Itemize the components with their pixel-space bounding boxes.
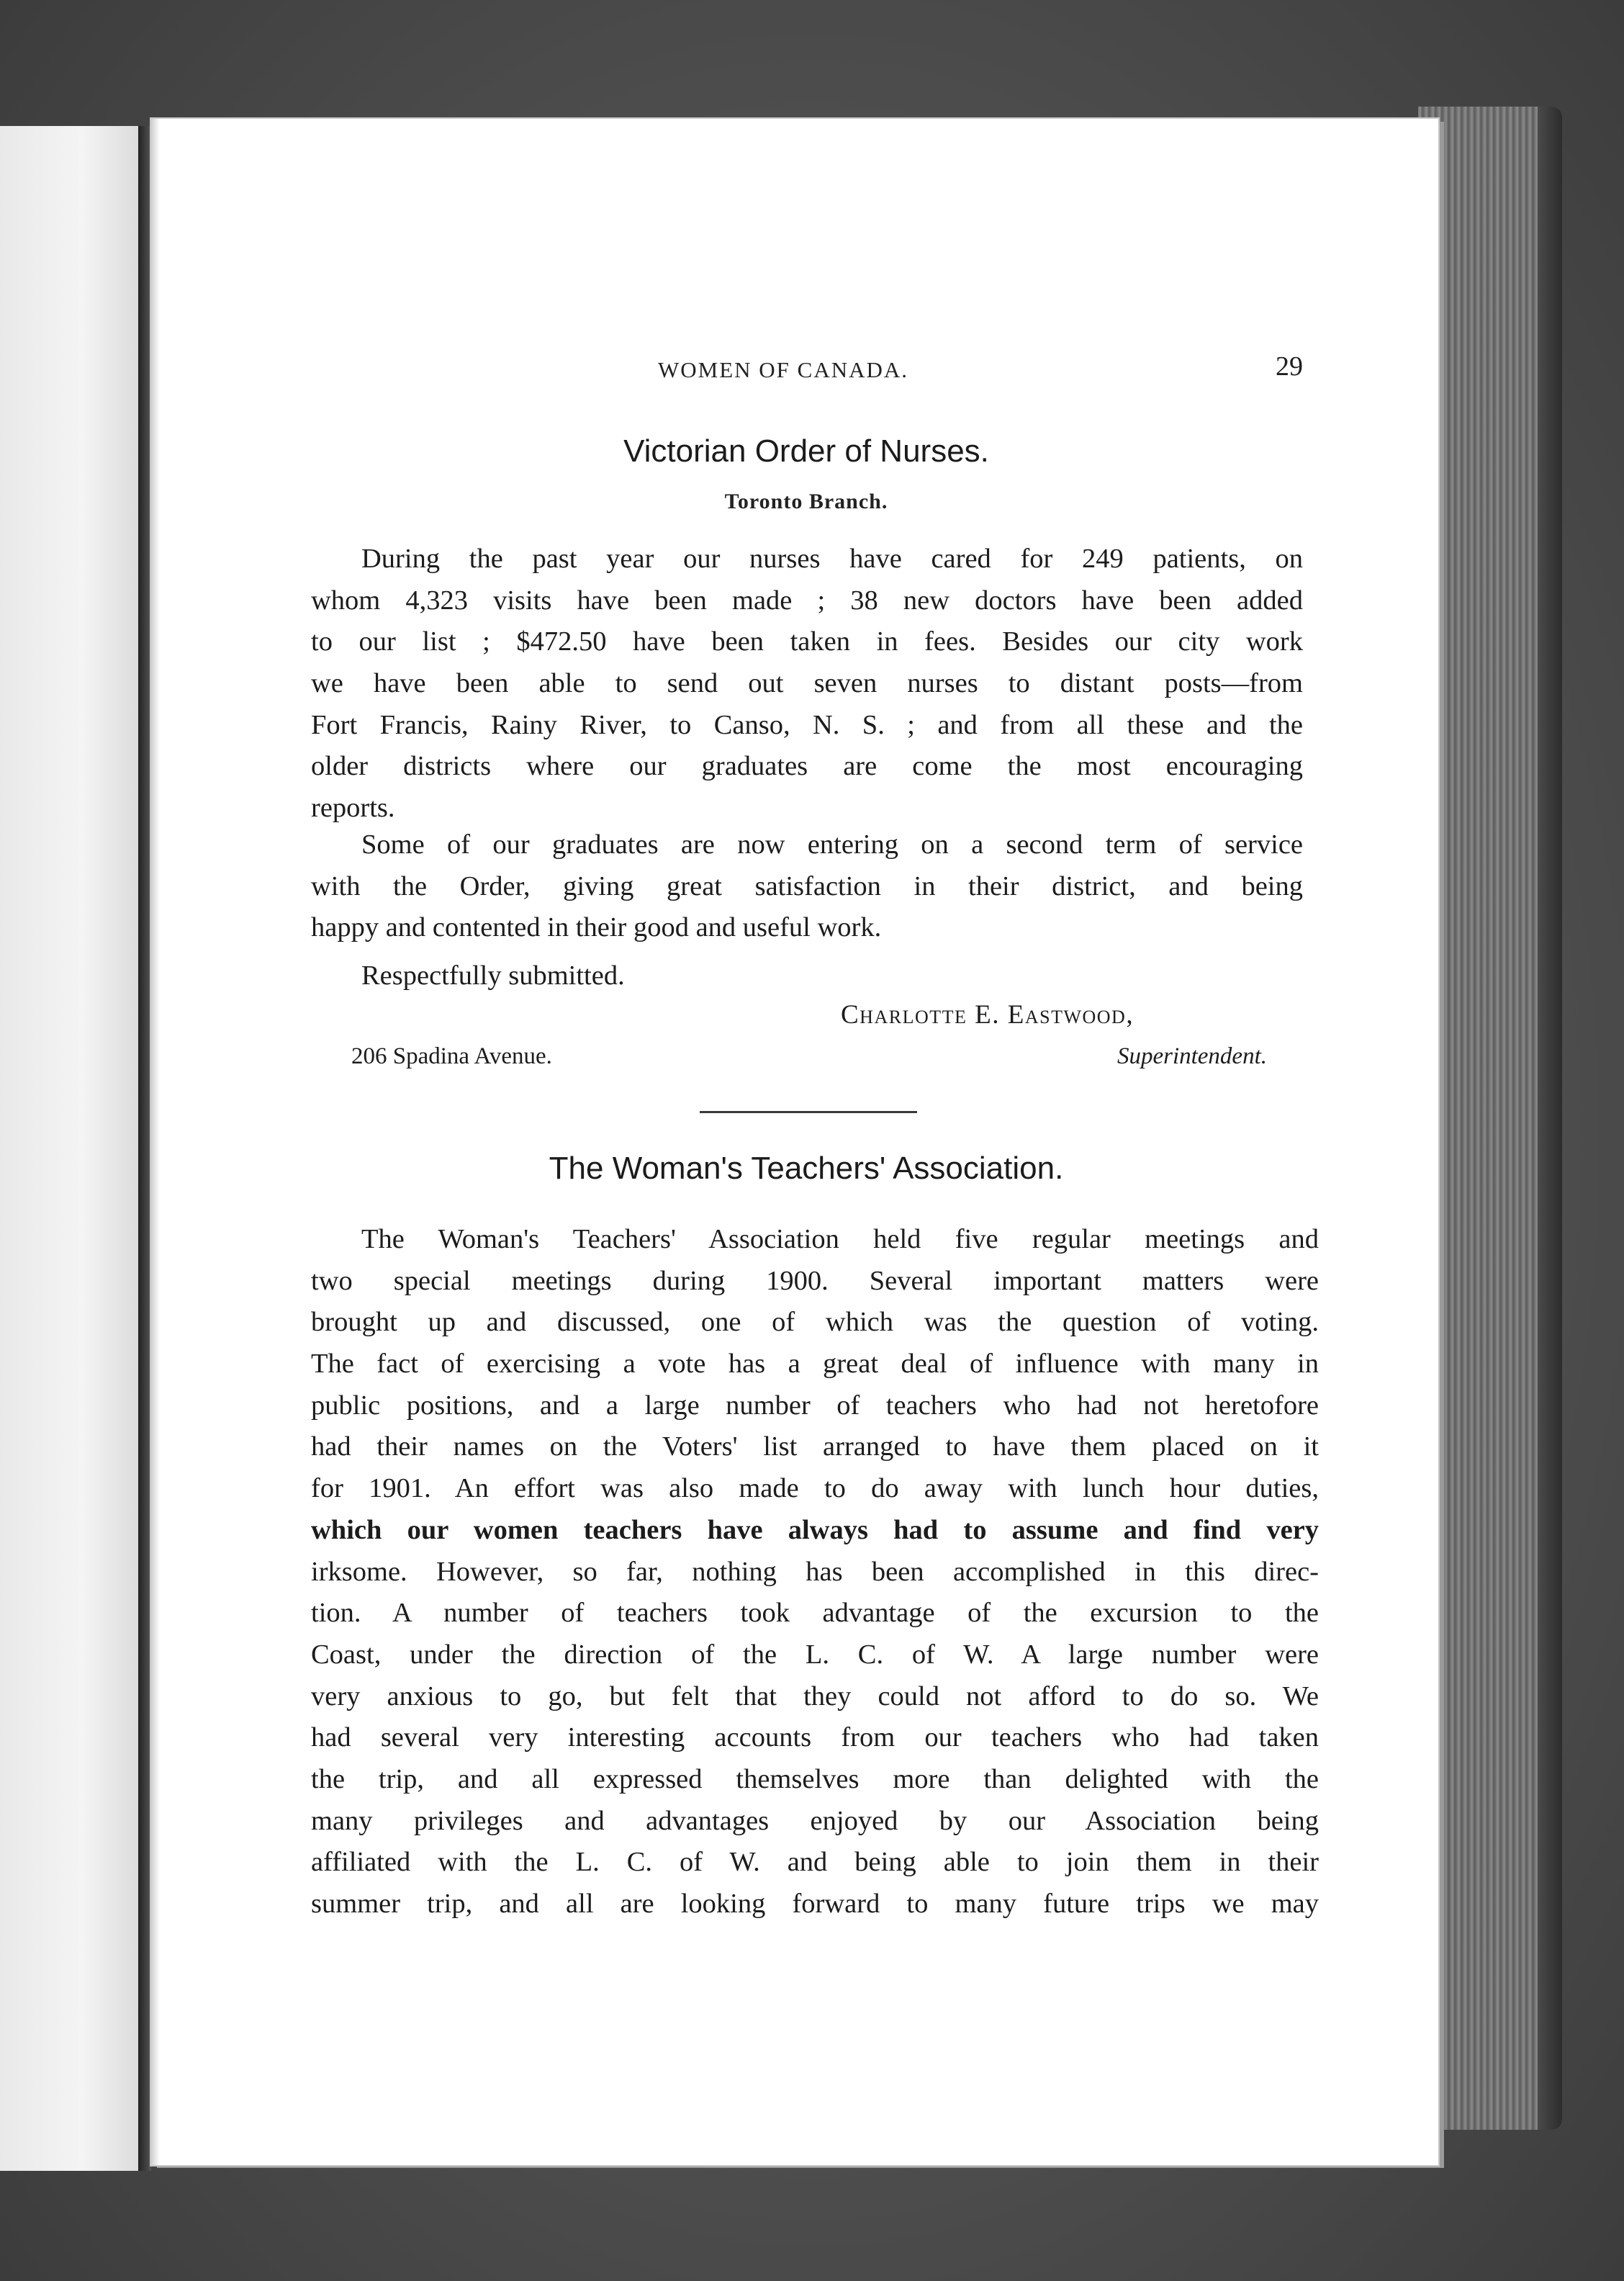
- text-line: older districts where our graduates are come the most encouraging: [311, 751, 1303, 782]
- text-line: Fort Francis, Rainy River, to Canso, N. S. ; and from all these and the: [311, 709, 1303, 740]
- text-line: brought up and discussed, one of which was the question of voting.: [311, 1307, 1319, 1338]
- section-title-victorian-order: Victorian Order of Nurses.: [623, 433, 989, 469]
- address-line: 206 Spadina Avenue.: [351, 1043, 552, 1069]
- book-cover-edge: [1538, 107, 1562, 2130]
- text-line: had several very interesting accounts from our teachers who had taken: [311, 1722, 1319, 1753]
- text-line: very anxious to go, but felt that they could not afford to do so. We: [311, 1681, 1319, 1711]
- text-line: reports.: [311, 793, 395, 824]
- text-line: with the Order, giving great satisfaction in their district, and being: [311, 870, 1303, 901]
- text-line: summer trip, and all are looking forward to many future trips we may: [311, 1889, 1319, 1919]
- text-line: which our women teachers have always had to assume and find very: [311, 1514, 1319, 1545]
- section-subtitle-toronto-branch: Toronto Branch.: [724, 490, 888, 513]
- text-line: whom 4,323 visits have been made ; 38 new doctors have been added: [311, 585, 1303, 616]
- text-line: the trip, and all expressed themselves more than delighted with the: [311, 1763, 1319, 1794]
- text-line: Coast, under the direction of the L. C. of W. A large number were: [311, 1639, 1319, 1670]
- text-line: happy and contented in their good and useful work.: [311, 912, 882, 943]
- section-divider: [700, 1111, 917, 1113]
- text-line: had their names on the Voters' list arranged to have them placed on it: [311, 1431, 1319, 1462]
- section-title-womans-teachers-association: The Woman's Teachers' Association.: [549, 1151, 1064, 1186]
- text-line: irksome. However, so far, nothing has been accomplished in this direc-: [311, 1556, 1319, 1587]
- closing-line: Respectfully submitted.: [361, 960, 625, 991]
- gutter-shadow: [138, 126, 151, 2171]
- running-head: WOMEN OF CANADA.: [658, 357, 909, 382]
- text-line: tion. A number of teachers took advantage of the excursion to the: [311, 1598, 1319, 1629]
- left-page-edge: [0, 126, 141, 2171]
- text-line: affiliated with the L. C. of W. and being able to join them in their: [311, 1847, 1319, 1878]
- victorian-paragraph-1: [311, 539, 1303, 829]
- page-inner-shadow: [151, 119, 160, 2165]
- text-line: The fact of exercising a vote has a great deal of influence with many in: [311, 1349, 1319, 1380]
- text-line: The Woman's Teachers' Association held five regular meetings and: [361, 1224, 1319, 1254]
- text-line: we have been able to send out seven nurses to distant posts—from: [311, 668, 1303, 699]
- page-number: 29: [1276, 351, 1303, 382]
- text-line: two special meetings during 1900. Several important matters were: [311, 1265, 1319, 1296]
- victorian-paragraph-2: [311, 824, 1303, 949]
- signatory-title: Superintendent.: [1116, 1043, 1267, 1069]
- text-line: During the past year our nurses have cared for 249 patients, on: [361, 544, 1303, 574]
- text-line: public positions, and a large number of teachers who had not heretofore: [311, 1390, 1319, 1421]
- text-line: many privileges and advantages enjoyed by our Association being: [311, 1805, 1319, 1836]
- page-stack-edge: [1418, 107, 1562, 2130]
- text-line: Some of our graduates are now entering on a second term of service: [361, 829, 1303, 860]
- wta-paragraph: [311, 1219, 1319, 1925]
- text-line: for 1901. An effort was also made to do away with lunch hour duties,: [311, 1473, 1319, 1504]
- signatory-name: Charlotte E. Eastwood,: [841, 1000, 1134, 1030]
- text-line: to our list ; $472.50 have been taken in fees. Besides our city work: [311, 626, 1303, 657]
